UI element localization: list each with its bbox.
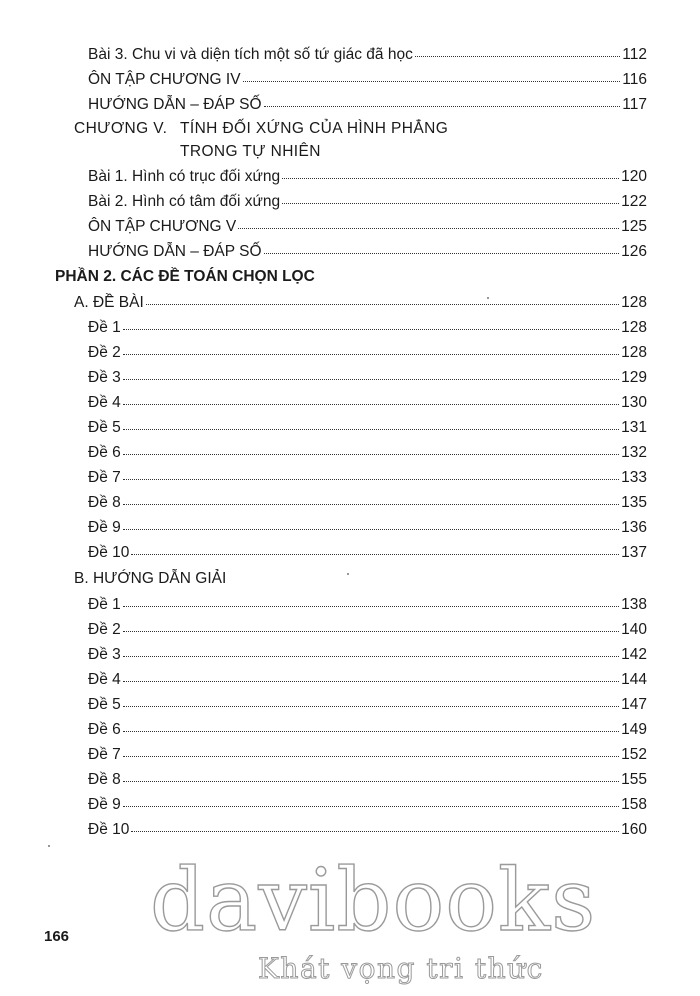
huong-dan-entry[interactable] <box>88 669 647 690</box>
leader-dots <box>282 189 619 204</box>
toc-entry-label: HƯỚNG DẪN – ĐÁP SỐ <box>88 243 262 260</box>
toc-entry-page: 137 <box>621 544 647 561</box>
page-number: 166 <box>44 928 70 945</box>
toc-entry-page: 132 <box>621 444 647 461</box>
toc-entry-label: ÔN TẬP CHƯƠNG V <box>88 218 237 235</box>
toc-entry-label: Đề 6 <box>88 721 121 738</box>
toc-entry-page: 135 <box>621 494 647 511</box>
toc-entry-label: Bài 2. Hình có tâm đối xứng <box>88 193 281 210</box>
toc-entry-page: 155 <box>621 771 647 788</box>
toc-entry-label: Đề 7 <box>88 746 121 763</box>
toc-entry-label: Đề 4 <box>88 671 121 688</box>
toc-entry-page: 140 <box>621 621 647 638</box>
toc-entry-page: 112 <box>622 46 647 63</box>
leader-dots <box>131 540 619 555</box>
toc-entry-label: Đề 1 <box>88 596 121 613</box>
leader-dots <box>123 440 619 455</box>
toc-entry-page: 122 <box>621 193 647 210</box>
leader-dots <box>123 390 619 405</box>
toc-entry[interactable] <box>88 241 647 262</box>
huong-dan-entry[interactable] <box>88 769 647 790</box>
toc-entry[interactable] <box>88 166 647 187</box>
watermark-slogan: Khát vọng tri thức <box>258 952 544 985</box>
leader-dots <box>123 617 619 632</box>
toc-entry[interactable] <box>88 44 647 65</box>
toc-entry-label: Đề 6 <box>88 444 121 461</box>
toc-entry-page: 158 <box>621 796 647 813</box>
de-bai-entry[interactable] <box>88 492 647 513</box>
leader-dots <box>123 767 619 782</box>
leader-dots <box>146 290 619 305</box>
leader-dots <box>123 365 619 380</box>
huong-dan-entry[interactable] <box>88 619 647 640</box>
toc-entry-label: Đề 8 <box>88 771 121 788</box>
toc-entry-page: 152 <box>621 746 647 763</box>
de-bai-entry[interactable] <box>88 392 647 413</box>
toc-entry-label: Đề 1 <box>88 319 121 336</box>
leader-dots <box>123 692 619 707</box>
chapter-label: CHƯƠNG V. <box>74 120 168 137</box>
leader-dots <box>123 490 619 505</box>
toc-entry[interactable] <box>88 94 647 115</box>
toc-entry-page: 138 <box>621 596 647 613</box>
toc-entry-label: ÔN TẬP CHƯƠNG IV <box>88 71 241 88</box>
toc-entry-label: Đề 2 <box>88 621 121 638</box>
leader-dots <box>123 667 619 682</box>
toc-entry-label: Đề 3 <box>88 646 121 663</box>
toc-entry-label: Đề 3 <box>88 369 121 386</box>
huong-dan-entry[interactable] <box>88 819 647 840</box>
leader-dots <box>123 742 619 757</box>
huong-dan-entry[interactable] <box>88 644 647 665</box>
huong-dan-entry[interactable] <box>88 794 647 815</box>
leader-dots <box>131 817 619 832</box>
huong-dan-entry[interactable] <box>88 719 647 740</box>
toc-entry-page: 147 <box>621 696 647 713</box>
toc-entry-label: Đề 5 <box>88 419 121 436</box>
leader-dots <box>264 92 621 107</box>
toc-entry-label: Đề 10 <box>88 821 130 838</box>
toc-entry-label: Đề 4 <box>88 394 121 411</box>
toc-entry-label: Đề 9 <box>88 796 121 813</box>
de-bai-entry[interactable] <box>88 517 647 538</box>
de-bai-entry[interactable] <box>88 542 647 563</box>
toc-entry-label: Đề 10 <box>88 544 130 561</box>
huong-dan-entry[interactable] <box>88 594 647 615</box>
toc-entry-label: HƯỚNG DẪN – ĐÁP SỐ <box>88 96 262 113</box>
part-heading[interactable]: PHẦN 2. CÁC ĐỀ TOÁN CHỌN LỌC <box>55 268 315 285</box>
leader-dots <box>123 515 619 530</box>
toc-entry-label: Đề 5 <box>88 696 121 713</box>
toc-entry-page: 125 <box>621 218 647 235</box>
de-bai-entry[interactable] <box>88 417 647 438</box>
leader-dots <box>282 164 619 179</box>
de-bai-entry[interactable] <box>88 317 647 338</box>
de-bai-entry[interactable] <box>88 442 647 463</box>
toc-entry-label: Đề 8 <box>88 494 121 511</box>
chapter-title-line2: TRONG TỰ NHIÊN <box>180 143 321 160</box>
huong-dan-entry[interactable] <box>88 744 647 765</box>
leader-dots <box>123 592 619 607</box>
watermark-brand: davibooks <box>150 851 597 951</box>
toc-entry-page: 133 <box>621 469 647 486</box>
toc-entry[interactable] <box>88 191 647 212</box>
toc-entry-page: 130 <box>621 394 647 411</box>
toc-entry-page: 120 <box>621 168 647 185</box>
huong-dan-entry[interactable] <box>88 694 647 715</box>
toc-entry-page: 142 <box>621 646 647 663</box>
leader-dots <box>123 340 619 355</box>
toc-entry-page: 144 <box>621 671 647 688</box>
toc-entry[interactable] <box>88 216 647 237</box>
leader-dots <box>264 239 620 254</box>
section-a-label: A. ĐỀ BÀI <box>74 294 144 311</box>
section-a-page: 128 <box>621 294 647 311</box>
toc-entry-page: 129 <box>621 369 647 386</box>
toc-entry-page: 131 <box>621 419 647 436</box>
toc-entry-page: 128 <box>621 319 647 336</box>
leader-dots <box>415 42 620 57</box>
toc-entry-page: 116 <box>622 71 647 88</box>
leader-dots <box>123 465 619 480</box>
de-bai-entry[interactable] <box>88 467 647 488</box>
toc-entry-label: Bài 3. Chu vi và diện tích một số tứ giác đã học <box>88 46 413 63</box>
scan-speck <box>347 573 349 575</box>
toc-entry-page: 117 <box>622 96 647 113</box>
leader-dots <box>123 717 619 732</box>
leader-dots <box>238 214 619 229</box>
toc-entry-page: 149 <box>621 721 647 738</box>
toc-entry-label: Đề 9 <box>88 519 121 536</box>
scan-speck <box>48 845 50 847</box>
leader-dots <box>243 67 621 82</box>
leader-dots <box>123 415 619 430</box>
toc-entry[interactable] <box>88 69 647 90</box>
leader-dots <box>123 642 619 657</box>
leader-dots <box>123 792 619 807</box>
section-b-heading[interactable]: B. HƯỚNG DẪN GIẢI <box>74 570 227 587</box>
toc-entry-page: 160 <box>621 821 647 838</box>
toc-entry-page: 136 <box>621 519 647 536</box>
toc-entry-label: Bài 1. Hình có trục đối xứng <box>88 168 281 185</box>
toc-entry-page: 126 <box>621 243 647 260</box>
toc-entry-label: Đề 7 <box>88 469 121 486</box>
scan-speck <box>487 297 489 299</box>
chapter-title-line1: TÍNH ĐỐI XỨNG CỦA HÌNH PHẲNG <box>180 120 449 137</box>
de-bai-entry[interactable] <box>88 342 647 363</box>
de-bai-entry[interactable] <box>88 367 647 388</box>
leader-dots <box>123 315 619 330</box>
section-a-entry[interactable] <box>74 292 647 313</box>
toc-entry-label: Đề 2 <box>88 344 121 361</box>
toc-entry-page: 128 <box>621 344 647 361</box>
